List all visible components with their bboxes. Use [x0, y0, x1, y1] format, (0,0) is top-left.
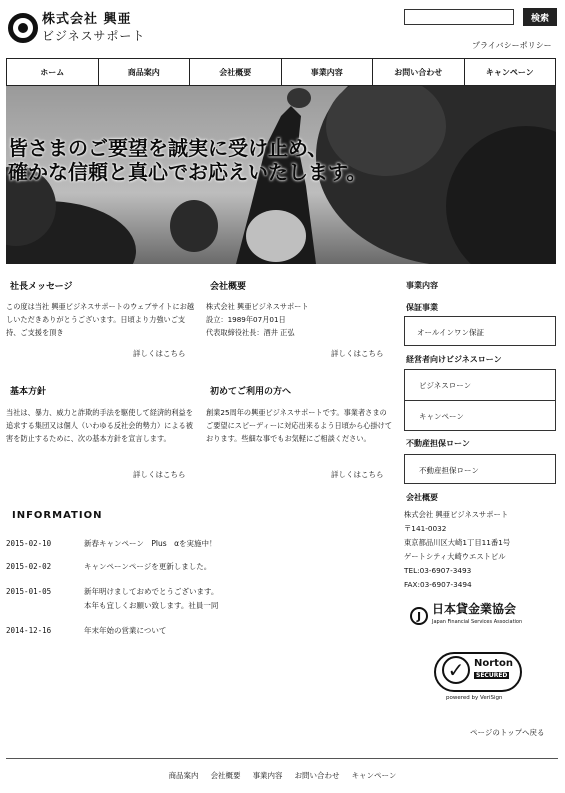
footer-nav [0, 770, 565, 781]
logo-mark-icon [8, 13, 38, 43]
search-button[interactable]: 検索 [523, 8, 557, 26]
info-text [84, 585, 384, 613]
company-founded: 設立：1989年07月01日 [206, 315, 286, 324]
info-text: キャンペーンページを更新しました。 [84, 562, 212, 571]
footer-link-campaign[interactable]: キャンペーン [351, 771, 397, 780]
sidebar-company-fax: FAX:03-6907-3494 [404, 580, 472, 589]
info-text-line1: 新年明けましておめでとうございます。 [84, 587, 219, 596]
jfsa-name [432, 603, 522, 629]
jfsa-name-en: Japan Financial Services Association [432, 619, 523, 625]
footer-link-products[interactable]: 商品案内 [168, 771, 199, 780]
norton-secured-badge[interactable] [434, 650, 528, 708]
first-time-title: 初めてご利用の方へ [210, 387, 292, 397]
norton-powered-by: powered by VeriSign [446, 695, 503, 701]
nav-item-home[interactable]: ホーム [7, 59, 99, 85]
logo-company-line2: ビジネスサポート [42, 29, 146, 43]
sidebar-company-tel: TEL:03-6907-3493 [404, 566, 472, 575]
hero-headline-line2: 確かな信頼と真心でお応えいたします。 [8, 160, 367, 184]
logo-text [42, 12, 145, 44]
information-title: INFORMATION [12, 510, 103, 521]
info-item[interactable] [6, 560, 384, 574]
first-time-more-link[interactable]: 詳しくはこちら [331, 470, 384, 479]
jfsa-badge[interactable] [410, 603, 522, 629]
company-logo[interactable] [8, 12, 145, 44]
first-time-text: 創業25周年の興亜ビジネスサポートです。事業者さまのご要望にスピーディーに対応出来るよう日頃から心掛けております。些細な事でもお気軽にご相談ください。 [206, 408, 393, 443]
norton-brand: Norton [474, 658, 513, 669]
sidebar-company-address1: 東京都品川区大崎1丁目11番1号 [404, 538, 511, 547]
nav-item-company[interactable]: 会社概要 [190, 59, 282, 85]
sidebar-item-realestate-loan[interactable]: 不動産担保ローン [419, 466, 479, 475]
sidebar-divider [405, 400, 555, 401]
company-name: 株式会社 興亜ビジネスサポート [206, 302, 309, 311]
footer-link-contact[interactable]: お問い合わせ [294, 771, 340, 780]
sidebar-item-all-in-one-guarantee[interactable]: オールインワン保証 [417, 328, 484, 337]
sidebar-company-title: 会社概要 [406, 493, 438, 502]
main-nav [6, 58, 556, 86]
policy-more-link[interactable]: 詳しくはこちら [133, 470, 186, 479]
jfsa-name-ja: 日本貸金業協会 [432, 602, 517, 616]
sidebar-company-name: 株式会社 興亜ビジネスサポート [404, 510, 509, 519]
basic-policy-text: 当社は、暴力、威力と詐欺的手法を駆使して経済的利益を追求する集団又は個人（いわゆる反社会的勢力）による被害を防止するために、次の基本方針を宣言します。 [6, 408, 193, 443]
company-overview-title: 会社概要 [210, 282, 247, 292]
sidebar-guarantee-title: 保証事業 [406, 303, 438, 312]
norton-secured-label: SECURED [476, 672, 508, 679]
info-date: 2015-02-10 [6, 539, 52, 548]
info-text: 年末年始の営業について [84, 626, 167, 635]
info-item[interactable] [6, 537, 384, 551]
hero-banner [6, 86, 556, 264]
sidebar-item-campaign[interactable]: キャンペーン [419, 412, 464, 421]
company-more-link[interactable]: 詳しくはこちら [331, 349, 384, 358]
nav-item-business[interactable]: 事業内容 [282, 59, 374, 85]
info-date: 2015-01-05 [6, 587, 52, 596]
logo-company-line1: 株式会社 興亜 [42, 12, 132, 27]
company-ceo: 代表取締役社長：酒井 正弘 [206, 328, 295, 337]
search-input[interactable] [404, 9, 514, 25]
footer-divider [6, 758, 558, 759]
sidebar-company-postal: 〒141-0032 [404, 524, 447, 533]
nav-item-products[interactable]: 商品案内 [99, 59, 191, 85]
sidebar-loan-title: 経営者向けビジネスローン [406, 355, 502, 364]
sidebar-company-address2: ゲートシティ大崎ウエストビル [404, 552, 506, 561]
president-more-link[interactable]: 詳しくはこちら [133, 349, 186, 358]
nav-item-campaign[interactable]: キャンペーン [485, 67, 534, 77]
sidebar-realestate-box [404, 454, 556, 484]
privacy-policy-link[interactable]: プライバシーポリシー [472, 41, 552, 50]
hero-headline-line1: 皆さまのご要望を誠実に受け止め、 [8, 136, 328, 160]
footer-link-company[interactable]: 会社概要 [210, 771, 241, 780]
nav-item-contact[interactable]: お問い合わせ [373, 59, 465, 85]
sidebar-company-info [404, 508, 510, 592]
sidebar-business-title: 事業内容 [406, 281, 438, 290]
president-message-text: この度は当社 興亜ビジネスサポートのウェブサイトにお越しいただきありがとうございます。日頃より力強いご支持、ご支援を頂き [6, 302, 195, 337]
sidebar-guarantee-box [404, 316, 556, 346]
president-message-title: 社長メッセージ [10, 282, 73, 292]
back-to-top-link[interactable]: ページのトップへ戻る [470, 728, 545, 737]
jfsa-logo-icon: J [410, 607, 428, 625]
company-overview-text [206, 300, 386, 339]
sidebar-item-business-loan[interactable]: ビジネスローン [419, 381, 472, 390]
checkmark-icon: ✓ [442, 656, 470, 684]
info-item[interactable] [6, 585, 384, 613]
sidebar-realestate-title: 不動産担保ローン [406, 439, 470, 448]
info-date: 2014-12-16 [6, 626, 52, 635]
info-date: 2015-02-02 [6, 562, 52, 571]
footer-link-business[interactable]: 事業内容 [252, 771, 283, 780]
info-text: 新春キャンペーン Plus αを実施中！ [84, 539, 217, 548]
info-text-line2: 本年も宜しくお願い致します。社員一同 [84, 601, 219, 610]
basic-policy-title: 基本方針 [10, 387, 47, 397]
info-item[interactable] [6, 624, 384, 638]
sidebar-loan-box [404, 369, 556, 431]
